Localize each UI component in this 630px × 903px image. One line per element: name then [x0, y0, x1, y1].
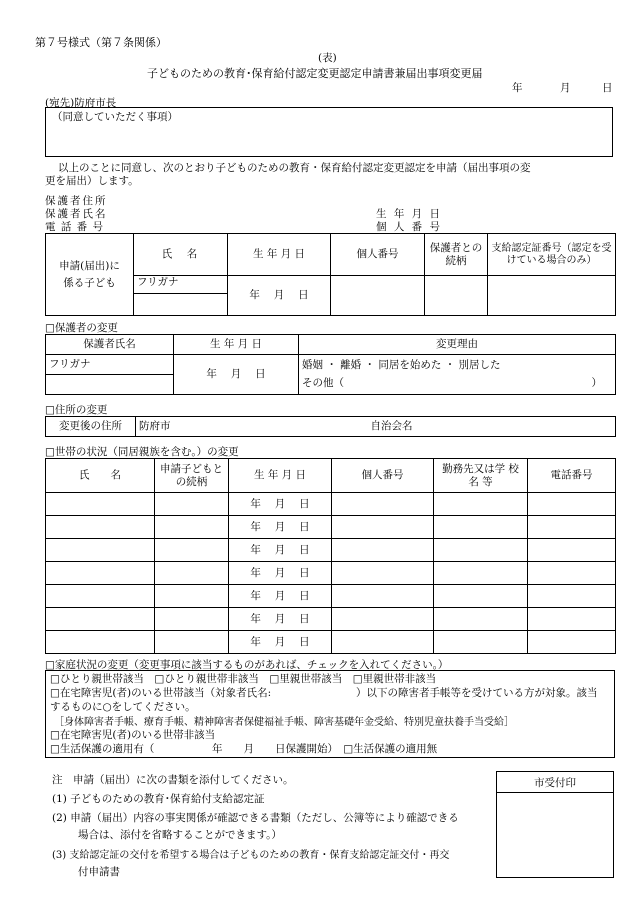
household-table [45, 458, 616, 654]
gc-col-name: 保護者氏名 [46, 335, 174, 355]
child-table [45, 233, 616, 316]
table-row: 年 月 日 [46, 562, 616, 585]
child-row-header: 申請(届出)に係る子ども [46, 234, 134, 316]
hh-col-phone: 電話番号 [528, 459, 616, 493]
hh-col-work: 勤務先又は学 校 名 等 [434, 459, 528, 493]
address-change-heading: □住所の変更 [45, 404, 108, 416]
child-relation-value[interactable] [425, 276, 488, 316]
child-col-name: 氏 名 [134, 234, 228, 276]
gc-reasons: 婚姻 ・ 離婚 ・ 同居を始めた ・ 別居した [302, 358, 501, 371]
table-row: 年 月 日 [46, 585, 616, 608]
child-col-relation: 保護者との続柄 [425, 234, 488, 276]
notes-item2b: 場合は、添付を省略することができます。） [78, 829, 282, 841]
gc-reason-cell[interactable] [299, 355, 616, 395]
family-line2a[interactable]: □在宅障害児(者)のいる世帯該当（対象者氏名: [50, 687, 272, 699]
table-row: 年 月 日 [46, 608, 616, 631]
child-furigana: フリガナ [134, 276, 228, 294]
family-line6b[interactable]: 年 月 日保護開始） □生活保護の適用無 [212, 743, 438, 755]
side-label: (表) [318, 52, 337, 64]
family-line4: ［身体障害者手帳、療育手帳、精神障害者保健福祉手帳、障害基礎年金受給、特別児童扶養手当受給］ [54, 717, 514, 728]
table-row: 年 月 日 [46, 539, 616, 562]
guardian-change-heading: □保護者の変更 [45, 322, 118, 334]
gc-name-value[interactable] [46, 375, 174, 395]
gc-col-reason: 変更理由 [299, 335, 616, 355]
guardian-address-label: 保護者住所 [45, 195, 108, 207]
hh-col-id: 個人番号 [332, 459, 434, 493]
notes-item1: (1) 子どものための教育･保育給付支給認定証 [52, 793, 265, 805]
child-id-value[interactable] [331, 276, 425, 316]
table-row: 年 月 日 [46, 493, 616, 516]
gc-other: その他（ [302, 376, 344, 389]
table-row: 年 月 日 [46, 631, 616, 654]
consent-text-1: 以上のことに同意し、次のとおり子どものための教育・保育給付認定変更認定を申請（届出事項の変 [58, 162, 531, 174]
notes-item3a: (3) 支給認定証の交付を希望する場合は子どものための教育・保育支給認定証交付・再交 [52, 850, 450, 861]
hh-col-birth: 生 年 月 日 [229, 459, 332, 493]
guardian-phone-label: 電 話 番 号 [45, 221, 105, 233]
consent-text-2: 更を届出）します。 [45, 175, 139, 187]
child-cert-value[interactable] [488, 276, 616, 316]
gc-other-close: ） [591, 376, 602, 389]
date-day: 日 [602, 82, 613, 94]
hh-col-name: 氏 名 [46, 459, 155, 493]
notes-heading: 注 申請（届出）に次の書類を添付してください。 [52, 774, 294, 786]
consent-heading: （同意していただく事項） [52, 111, 178, 123]
child-birth-value: 年 月 日 [228, 276, 331, 316]
gc-furigana: フリガナ [46, 355, 174, 375]
gc-col-birth: 生 年 月 日 [174, 335, 299, 355]
child-col-cert: 支給認定証番号（認定を受けている場合のみ） [488, 234, 616, 276]
address-change-table [45, 416, 616, 437]
family-line6a[interactable]: □生活保護の適用有（ [50, 743, 155, 755]
family-line2b: ）以下の障害者手帳等を受けている方が対象。該当 [356, 687, 598, 699]
child-name-value[interactable] [134, 294, 228, 316]
notes-item3b: 付申請書 [78, 866, 120, 878]
date-year: 年 [512, 82, 523, 94]
ac-city: 防府市 [139, 420, 171, 433]
form-number: 第７号様式（第７条関係） [35, 36, 167, 49]
stamp-label: 市受付印 [534, 777, 576, 789]
household-heading: □世帯の状況（同居親族を含む。）の変更 [45, 446, 239, 458]
addressee: (宛先)防府市長 [45, 97, 117, 109]
guardian-birth-label: 生 年 月 日 [376, 208, 443, 220]
guardian-id-label: 個 人 番 号 [376, 221, 443, 233]
hh-col-relation: 申請子どもとの続柄 [155, 459, 229, 493]
child-col-birth: 生 年 月 日 [228, 234, 331, 276]
family-line3: するものに○をしてください。 [50, 701, 196, 713]
guardian-change-table [45, 334, 616, 395]
ac-label: 変更後の住所 [46, 417, 136, 437]
guardian-name-label: 保護者氏名 [45, 208, 108, 220]
family-heading: □家庭状況の変更（変更事項に該当するものがあれば、チェックを入れてください。） [45, 659, 449, 671]
family-line1[interactable]: □ひとり親世帯該当 □ひとり親世帯非該当 □里親世帯該当 □里親世帯非該当 [50, 673, 437, 685]
ac-association: 自治会名 [370, 420, 413, 433]
family-line5[interactable]: □在宅障害児(者)のいる世帯非該当 [50, 729, 216, 741]
child-col-id: 個人番号 [331, 234, 425, 276]
date-month: 月 [560, 82, 571, 94]
page-title: 子どものための教育･保育給付認定変更認定申請書兼届出事項変更届 [147, 67, 483, 80]
gc-birth-value: 年 月 日 [174, 355, 299, 395]
ac-value[interactable] [136, 417, 616, 437]
notes-item2a: (2) 申請（届出）内容の事実関係が確認できる書類（ただし、公簿等により確認できる [52, 812, 459, 824]
table-row: 年 月 日 [46, 516, 616, 539]
